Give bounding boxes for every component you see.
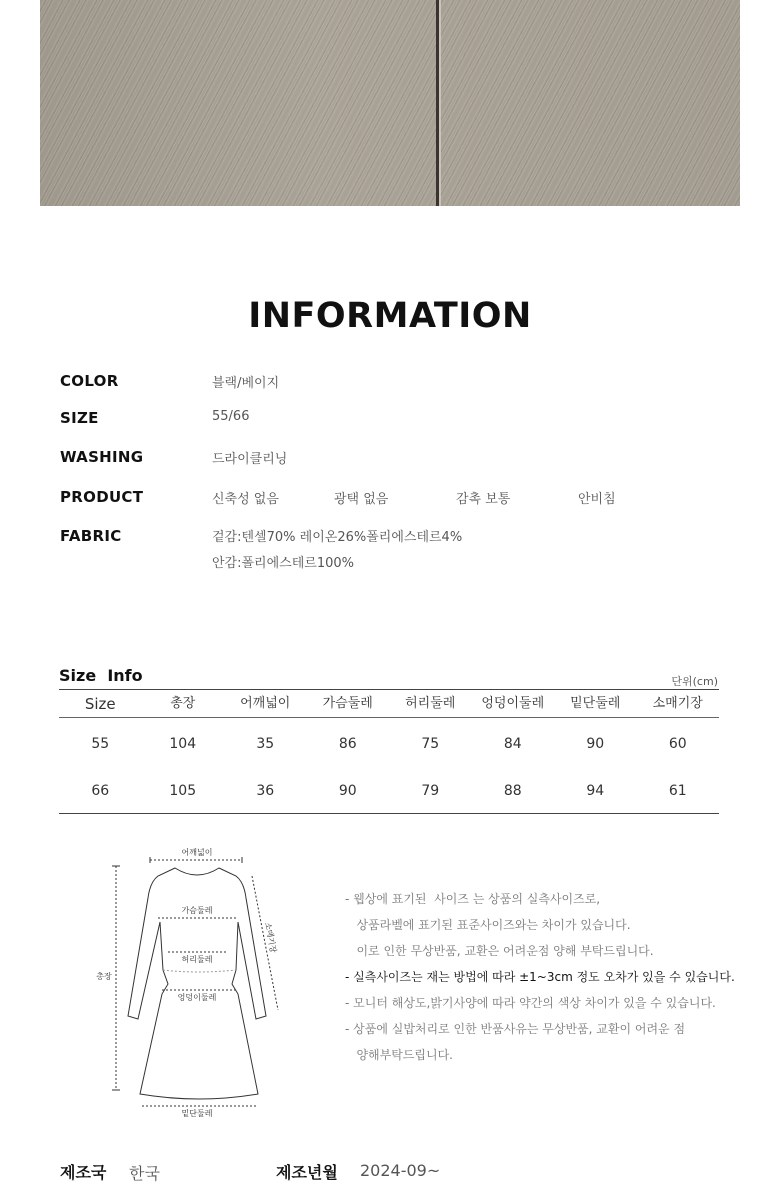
size-table-header xyxy=(59,690,719,718)
header-size: Size xyxy=(84,695,116,713)
color-label: COLOR xyxy=(60,372,119,390)
unit-label: 단위(cm) xyxy=(671,675,718,688)
size-info-title: Size Info xyxy=(59,666,143,685)
diagram-label-shoulder: 어깨넓이 xyxy=(181,848,213,857)
table-cell: 35 xyxy=(256,736,275,752)
table-row xyxy=(59,721,719,768)
header-chest: 가슴둘레 xyxy=(322,696,373,711)
table-cell: 84 xyxy=(503,736,522,752)
header-sleeve: 소매기장 xyxy=(652,696,703,711)
diagram-label-waist: 허리둘레 xyxy=(181,955,213,964)
table-cell: 60 xyxy=(668,736,687,752)
table-cell: 61 xyxy=(668,783,687,799)
diagram-label-sleeve: 소매기장 xyxy=(263,921,278,954)
size-label: SIZE xyxy=(60,409,99,427)
table-cell: 104 xyxy=(169,736,197,752)
size-table xyxy=(59,690,719,815)
table-cell: 36 xyxy=(256,783,275,799)
product-label: PRODUCT xyxy=(60,488,144,506)
diagram-label-length: 총장 xyxy=(96,972,112,981)
color-value: 블랙/베이지 xyxy=(212,376,280,391)
manufacture-date-label: 제조년월 xyxy=(276,1163,338,1182)
diagram-label-chest: 가슴둘레 xyxy=(181,906,213,915)
table-cell: 75 xyxy=(421,736,440,752)
size-notes xyxy=(345,886,735,1068)
table-cell: 94 xyxy=(586,783,605,799)
fabric-outer: 겉감:텐셀70% 레이온26%폴리에스테르4% xyxy=(212,530,463,545)
information-title: INFORMATION xyxy=(248,296,532,336)
origin-country-value: 한국 xyxy=(129,1164,160,1183)
product-gloss: 광택 없음 xyxy=(334,492,389,507)
manufacture-date-value: 2024-09~ xyxy=(360,1161,441,1180)
washing-value: 드라이클리닝 xyxy=(212,452,288,467)
fabric-closeup-image xyxy=(40,0,740,206)
product-see-through: 안비침 xyxy=(578,492,616,507)
washing-label: WASHING xyxy=(60,448,144,466)
note-line: - 웹상에 표기된 사이즈 는 상품의 실측사이즈로, xyxy=(345,892,601,906)
origin-country-label: 제조국 xyxy=(60,1163,107,1182)
note-line: - 모니터 해상도,밝기사양에 따라 약간의 색상 차이가 있을 수 있습니다. xyxy=(345,996,716,1010)
header-total-length: 총장 xyxy=(170,696,196,711)
size-value: 55/66 xyxy=(212,409,250,424)
header-hip: 엉덩이둘레 xyxy=(481,696,545,711)
product-stretch: 신축성 없음 xyxy=(212,492,279,507)
diagram-label-hem: 밑단둘레 xyxy=(181,1109,213,1118)
note-line: - 상품에 실밥처리로 인한 반품사유는 무상반품, 교환이 어려운 점 xyxy=(345,1022,686,1036)
note-line-highlight: - 실측사이즈는 재는 방법에 따라 ±1~3cm 정도 오차가 있을 수 있습니다. xyxy=(345,970,735,984)
fabric-label: FABRIC xyxy=(60,527,122,545)
table-cell: 79 xyxy=(421,783,440,799)
note-line: 이로 인한 무상반품, 교환은 어려운점 양해 부탁드립니다. xyxy=(345,944,654,958)
diagram-label-hip: 엉덩이둘레 xyxy=(177,993,217,1002)
table-cell: 86 xyxy=(338,736,357,752)
table-cell: 66 xyxy=(91,783,110,799)
fabric-lining: 안감:폴리에스테르100% xyxy=(212,556,355,571)
header-shoulder: 어깨넓이 xyxy=(240,696,291,711)
dress-outline xyxy=(128,868,266,1099)
product-texture: 감촉 보통 xyxy=(456,492,511,507)
table-cell: 90 xyxy=(338,783,357,799)
fabric-seam-highlight xyxy=(439,0,441,206)
header-hem: 밑단둘레 xyxy=(570,696,621,711)
table-cell: 105 xyxy=(169,783,197,799)
table-cell: 88 xyxy=(503,783,522,799)
table-cell: 90 xyxy=(586,736,605,752)
dress-measurement-diagram xyxy=(90,842,290,1122)
table-row xyxy=(59,768,719,815)
note-line: 양해부탁드립니다. xyxy=(345,1048,453,1062)
table-cell: 55 xyxy=(91,736,110,752)
header-waist: 허리둘레 xyxy=(405,696,456,711)
note-line: 상품라벨에 표기된 표준사이즈와는 차이가 있습니다. xyxy=(345,918,631,932)
